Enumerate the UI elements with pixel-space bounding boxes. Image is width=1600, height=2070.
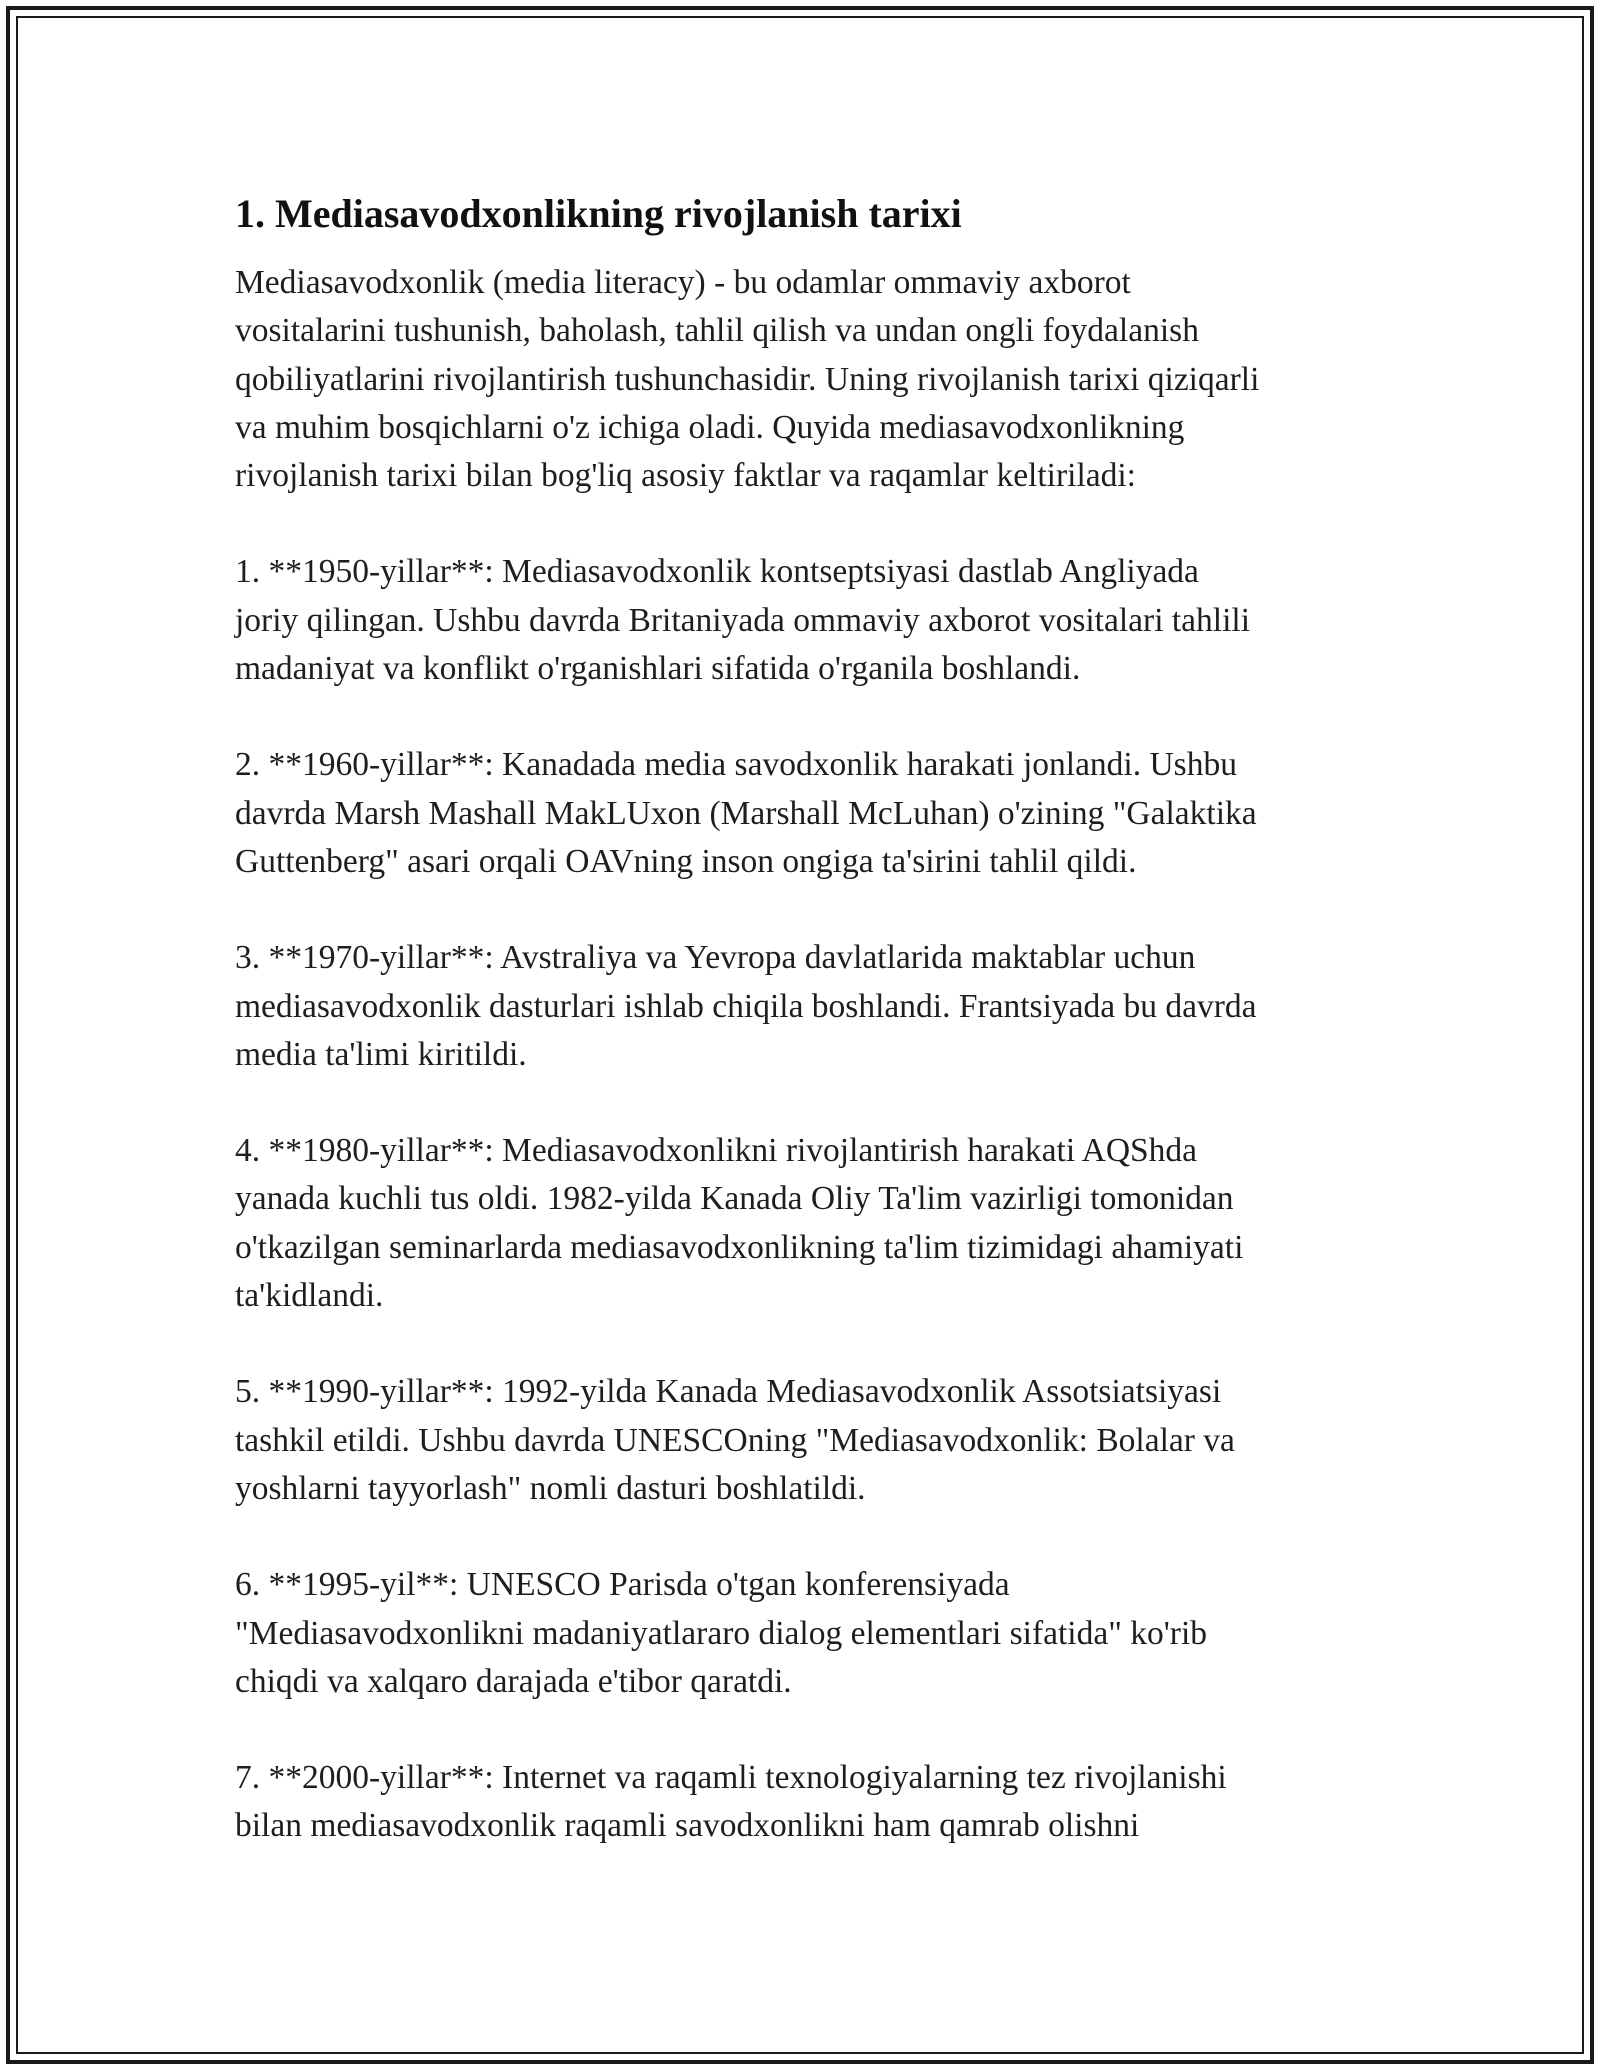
text-line: yoshlarni tayyorlash" nomli dasturi boshlatildi. [235, 1469, 866, 1507]
text-line: yanada kuchli tus oldi. 1982-yilda Kanada Oliy Ta'lim vazirligi tomonidan [235, 1180, 1234, 1218]
section-heading: 1. Mediasavodxonlikning rivojlanish tarixi [235, 191, 962, 236]
text-line: 5. **1990-yillar**: 1992-yilda Kanada Mediasavodxonlik Assotsiatsiyasi [235, 1373, 1222, 1411]
list-item-1960s [235, 741, 1370, 886]
text-line: qobiliyatlarini rivojlantirish tushunchasidir. Uning rivojlanish tarixi qiziqarli [235, 360, 1260, 398]
text-line: media ta'limi kiritildi. [235, 1035, 527, 1073]
text-line: bilan mediasavodxonlik raqamli savodxonlikni ham qamrab olishni [235, 1807, 1140, 1845]
text-line: madaniyat va konflikt o'rganishlari sifatida o'rganila boshlandi. [235, 650, 1081, 688]
text-line: 7. **2000-yillar**: Internet va raqamli texnologiyalarning tez rivojlanishi [235, 1759, 1227, 1797]
document-body [235, 188, 1370, 1899]
list-item-1970s [235, 934, 1370, 1079]
text-line: ta'kidlandi. [235, 1277, 384, 1315]
list-item-2000s [235, 1754, 1370, 1851]
list-item-1950s [235, 548, 1370, 693]
text-line: joriy qilingan. Ushbu davrda Britaniyada ommaviy axborot vositalari tahlili [235, 601, 1251, 639]
list-item-1995 [235, 1561, 1370, 1706]
list-item-1980s [235, 1127, 1370, 1320]
text-line: 2. **1960-yillar**: Kanadada media savodxonlik harakati jonlandi. Ushbu [235, 746, 1237, 784]
text-line: 6. **1995-yil**: UNESCO Parisda o'tgan konferensiyada [235, 1566, 1010, 1604]
text-line: davrda Marsh Mashall MakLUxon (Marshall McLuhan) o'zining "Galaktika [235, 794, 1257, 832]
text-line: "Mediasavodxonlikni madaniyatlararo dialog elementlari sifatida" ko'rib [235, 1614, 1208, 1652]
intro-paragraph [235, 259, 1370, 500]
text-line: vositalarini tushunish, baholash, tahlil qilish va undan ongli foydalanish [235, 312, 1199, 350]
text-line: rivojlanish tarixi bilan bog'liq asosiy faktlar va raqamlar keltiriladi: [235, 457, 1136, 495]
text-line: Mediasavodxonlik (media literacy) - bu odamlar ommaviy axborot [235, 264, 1131, 301]
list-item-1990s [235, 1368, 1370, 1513]
text-line: 1. **1950-yillar**: Mediasavodxonlik kontseptsiyasi dastlab Angliyada [235, 553, 1199, 591]
text-line: tashkil etildi. Ushbu davrda UNESCOning "Mediasavodxonlik: Bolalar va [235, 1421, 1235, 1459]
text-line: o'tkazilgan seminarlarda mediasavodxonlikning ta'lim tizimidagi ahamiyati [235, 1228, 1244, 1266]
text-line: Guttenberg" asari orqali OAVning inson ongiga ta'sirini tahlil qildi. [235, 842, 1137, 880]
text-line: 3. **1970-yillar**: Avstraliya va Yevropa davlatlarida maktablar uchun [235, 939, 1196, 977]
text-line: 4. **1980-yillar**: Mediasavodxonlikni rivojlantirish harakati AQShda [235, 1132, 1198, 1170]
text-line: mediasavodxonlik dasturlari ishlab chiqila boshlandi. Frantsiyada bu davrda [235, 987, 1257, 1025]
text-line: chiqdi va xalqaro darajada e'tibor qaratdi. [235, 1662, 792, 1700]
text-line: va muhim bosqichlarni o'z ichiga oladi. Quyida mediasavodxonlikning [235, 408, 1185, 446]
